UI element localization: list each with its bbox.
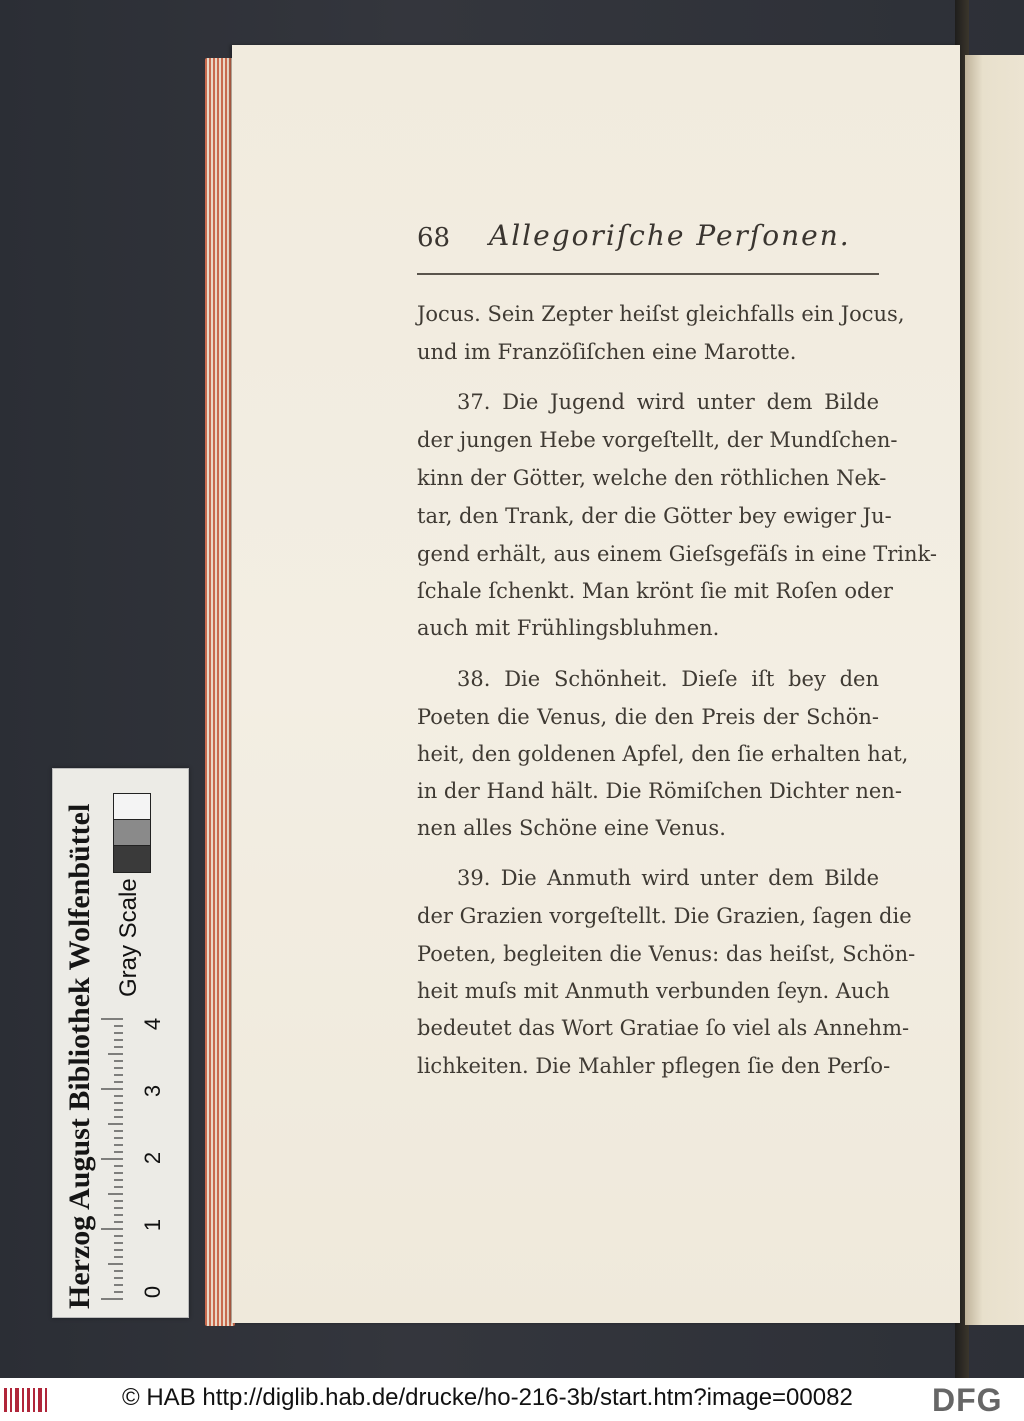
text-line: bedeutet das Wort Gratiae ſo viel als Annehm- bbox=[417, 1016, 910, 1040]
footer-bar bbox=[0, 1378, 1024, 1421]
text-line: 37. Die Jugend wird unter dem Bilde bbox=[457, 390, 879, 414]
text-line: 38. Die Schönheit. Dieſe iſt bey den bbox=[457, 667, 879, 691]
footer-credit-link[interactable]: © HAB http://diglib.hab.de/drucke/ho-216-3b/start.htm?image=00082 bbox=[122, 1384, 853, 1411]
gray-swatch-light bbox=[113, 793, 151, 821]
ruler-number: 3 bbox=[140, 1084, 166, 1098]
page-number: 68 bbox=[417, 223, 451, 253]
dfg-logo: DFG bbox=[932, 1382, 1003, 1418]
gray-swatch-dark bbox=[113, 845, 151, 873]
header-rule bbox=[417, 273, 879, 275]
text-line: tar, den Trank, der die Götter bey ewiger Ju- bbox=[417, 504, 892, 528]
text-line: kinn der Götter, welche den röthlichen Nek- bbox=[417, 466, 887, 490]
book-page bbox=[232, 45, 960, 1323]
text-line: lichkeiten. Die Mahler pflegen ſie den Perſo- bbox=[417, 1054, 891, 1078]
text-line: der jungen Hebe vorgeſtellt, der Mundſchen- bbox=[417, 428, 898, 452]
ruler-ticks bbox=[99, 1009, 123, 1299]
barcode-icon bbox=[4, 1386, 48, 1414]
text-line: Poeten, begleiten die Venus: das heiſst, Schön- bbox=[417, 942, 916, 966]
page-edges bbox=[205, 58, 235, 1326]
ruler-institution-label: Herzog August Bibliothek Wolfenbüttel bbox=[63, 803, 96, 1309]
ruler-number: 0 bbox=[140, 1285, 166, 1299]
ruler-number: 2 bbox=[140, 1151, 166, 1165]
text-line: gend erhält, aus einem Gieſsgefäſs in eine Trink- bbox=[417, 542, 937, 566]
ruler-number: 1 bbox=[140, 1218, 166, 1232]
text-line: Poeten die Venus, die den Preis der Schön- bbox=[417, 705, 879, 729]
color-scale-ruler bbox=[52, 768, 189, 1318]
text-line: heit muſs mit Anmuth verbunden ſeyn. Auch bbox=[417, 979, 890, 1003]
text-line: 39. Die Anmuth wird unter dem Bilde bbox=[457, 866, 879, 890]
gray-swatch-mid bbox=[113, 819, 151, 847]
facing-page-edge bbox=[965, 55, 1024, 1325]
text-line: in der Hand hält. Die Römiſchen Dichter nen- bbox=[417, 779, 902, 803]
text-line: ſchale ſchenkt. Man krönt ſie mit Roſen oder bbox=[417, 579, 893, 603]
ruler-number: 4 bbox=[140, 1017, 166, 1031]
running-title: Allegoriſche Perſonen. bbox=[489, 219, 851, 252]
gray-scale-label: Gray Scale bbox=[115, 878, 142, 997]
text-line: auch mit Frühlingsbluhmen. bbox=[417, 616, 720, 640]
text-line: Jocus. Sein Zepter heiſst gleichfalls ein Jocus, bbox=[417, 302, 905, 326]
text-line: nen alles Schöne eine Venus. bbox=[417, 816, 726, 840]
text-line: und im Franzöſiſchen eine Marotte. bbox=[417, 340, 797, 364]
text-line: der Grazien vorgeſtellt. Die Grazien, ſagen die bbox=[417, 904, 912, 928]
text-line: heit, den goldenen Apfel, den ſie erhalten hat, bbox=[417, 742, 909, 766]
page-header bbox=[417, 215, 877, 255]
